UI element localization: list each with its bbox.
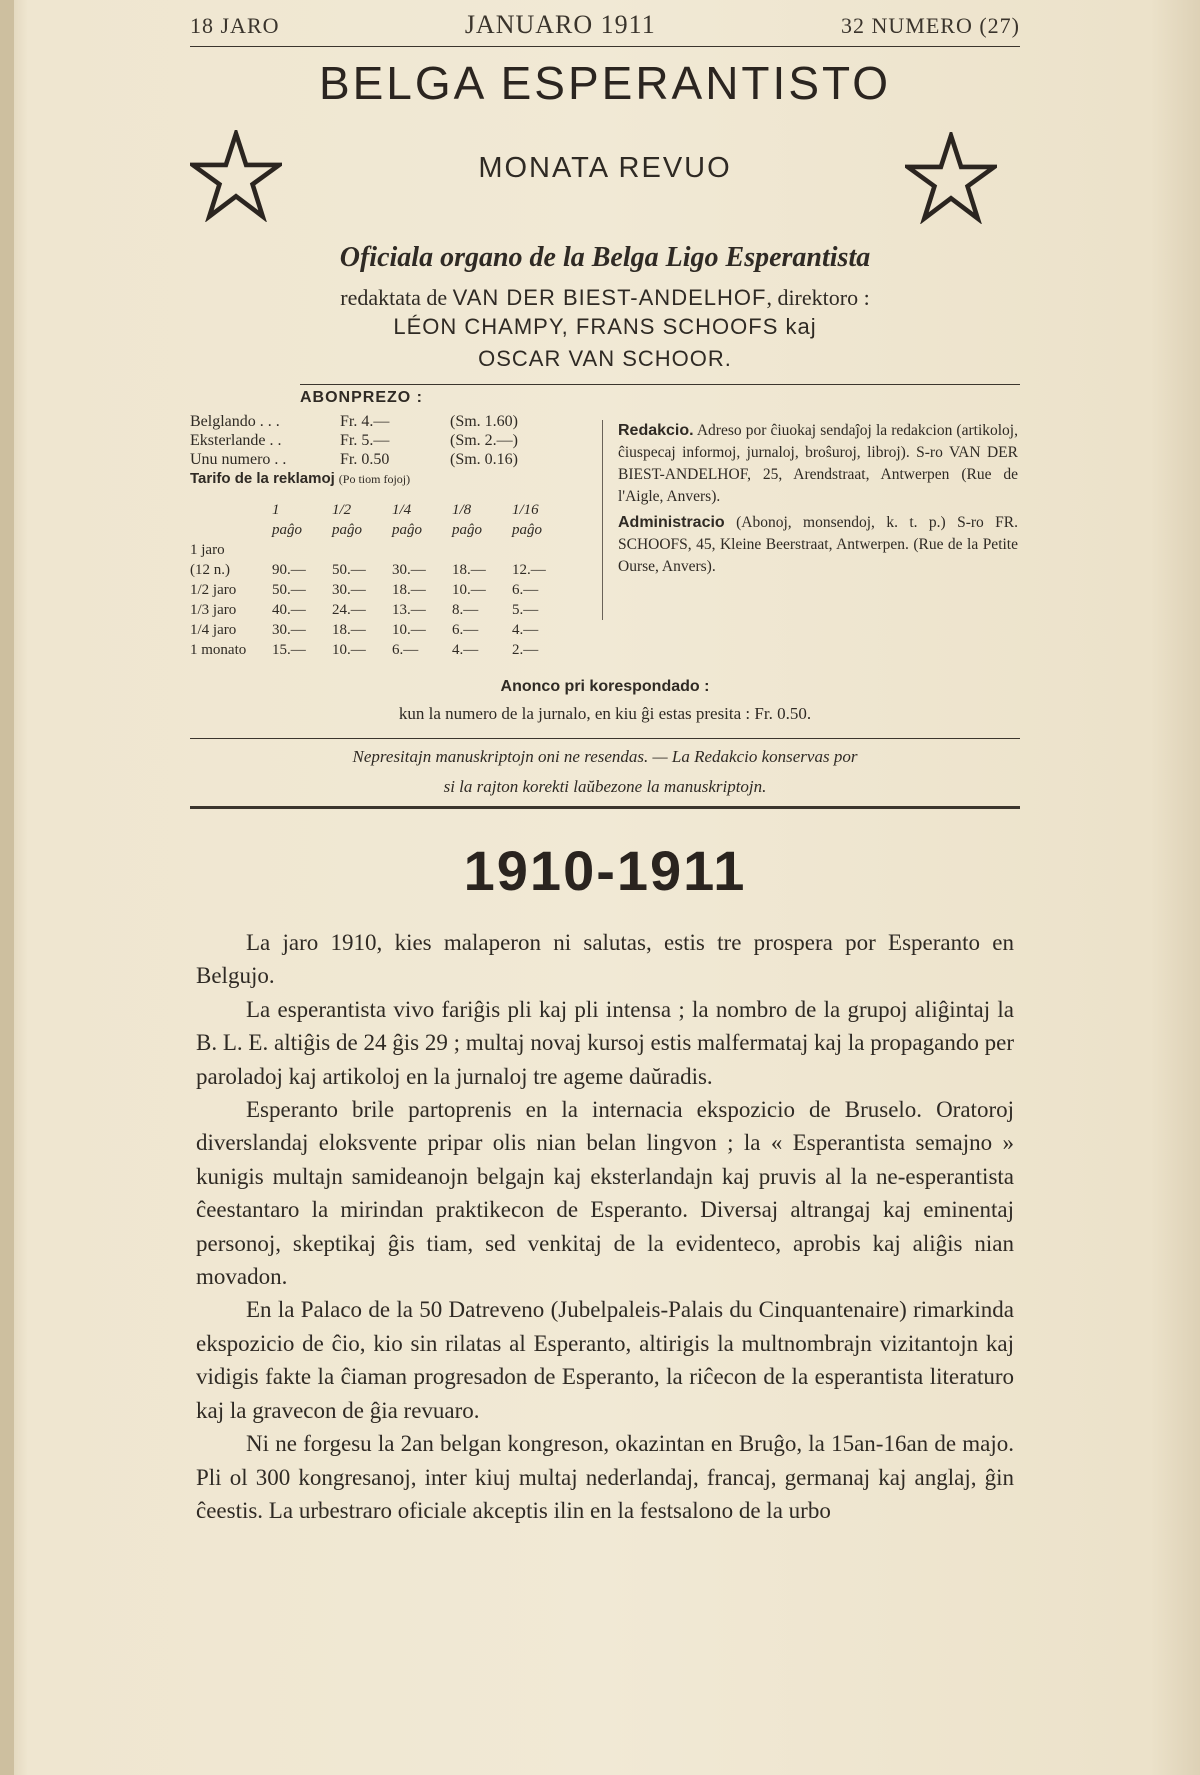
editors-line-2: LÉON CHAMPY, FRANS SCHOOFS kaj: [393, 314, 817, 339]
tariff-row: [190, 560, 590, 580]
tariff-row-label: 1 jaro: [190, 542, 225, 558]
tariff-cell: 15.—: [272, 642, 306, 658]
tariff-cell: [512, 540, 572, 560]
edited-suffix: , direktoro :: [766, 285, 870, 310]
tariff-cell: 6.—: [512, 582, 539, 598]
tariff-cell: 6.—: [452, 622, 479, 638]
tariff-cell: 4.—: [452, 642, 479, 658]
header-year: 18 JARO: [190, 13, 280, 38]
header-rule: [190, 46, 1020, 47]
column-divider: [602, 420, 603, 620]
journal-subtitle: MONATA REVUO: [478, 152, 732, 184]
tariff-heading: [190, 469, 600, 489]
tariff-cell: 40.—: [272, 602, 306, 618]
notice-line-1: Nepresitajn manuskriptojn oni ne resendas. — La Redakcio konservas por: [352, 747, 858, 766]
tariff-row: [190, 620, 590, 640]
tariff-cell: 8.—: [452, 602, 479, 618]
tariff-cell: 10.—: [332, 642, 366, 658]
header-date: JANUARO 1911: [464, 10, 656, 39]
tariff-cell: 10.—: [452, 582, 486, 598]
tariff-row-label: (12 n.): [190, 562, 230, 578]
official-organ: Oficiala organo de la Belga Ligo Esperantista: [339, 242, 871, 273]
edited-by-line: [190, 282, 1020, 314]
tariff-unit: paĝo: [392, 522, 422, 538]
tariff-header: 1/2: [332, 502, 352, 518]
edited-prefix: redaktata de: [340, 285, 448, 310]
price-row: [190, 412, 600, 431]
notice-line-2: si la rajton korekti laŭbezone la manuskriptojn.: [443, 777, 767, 796]
header-number: 32 NUMERO (27): [841, 13, 1020, 38]
price-alt: (Sm. 0.16): [450, 451, 518, 468]
redakcio-block: [618, 420, 1018, 578]
tariff-cell: 30.—: [332, 582, 366, 598]
subscription-prices: [190, 412, 600, 489]
price-value: Fr. 4.—: [340, 413, 390, 430]
article-body: [196, 926, 1014, 1527]
tariff-cell: [272, 540, 332, 560]
price-alt: (Sm. 1.60): [450, 413, 518, 430]
running-header: [190, 10, 1020, 40]
administracio-title: Administracio: [618, 514, 725, 531]
tariff-cell: 18.—: [392, 582, 426, 598]
tariff-table: [190, 500, 590, 660]
editors-line-3: OSCAR VAN SCHOOR.: [478, 346, 732, 371]
price-alt: (Sm. 2.—): [450, 432, 518, 449]
price-row: [190, 431, 600, 450]
tariff-cell: [452, 540, 512, 560]
tariff-unit: paĝo: [512, 522, 542, 538]
tariff-row-label: 1/4 jaro: [190, 622, 237, 638]
tariff-cell: 30.—: [272, 622, 306, 638]
tariff-row: [190, 580, 590, 600]
tariff-row: [190, 640, 590, 660]
tariff-header: 1/16: [512, 502, 539, 518]
price-value: Fr. 5.—: [340, 432, 390, 449]
tariff-unit: paĝo: [452, 522, 482, 538]
tariff-cell: 50.—: [272, 582, 306, 598]
tariff-cell: 50.—: [332, 562, 366, 578]
article-title: 1910-1911: [463, 839, 747, 902]
tariff-unit: paĝo: [332, 522, 362, 538]
tariff-cell: 90.—: [272, 562, 306, 578]
tariff-unit: paĝo: [272, 522, 302, 538]
notice: [190, 742, 1020, 802]
subscription-title: ABONPREZO :: [300, 389, 423, 406]
price-region: Unu numero . .: [190, 451, 287, 468]
tariff-cell: [392, 540, 452, 560]
article-paragraph: Esperanto brile partoprenis en la internacia ekspozicio de Bruselo. Oratoroj diverslandaj eloksvente pripar olis nian belan lingvon ; la « Esperantista semajno » kunigis multajn samideanojn belgajn kaj eksterlandajn kaj pruvis al la ne-esperantista ĉeestantaro la mirindan praktikecon de Esperanto. Diversaj altrangaj kaj eminentaj personoj, skeptikaj ĝis tiam, sed venkitaj de la evidenteco, aprobis kaj aliĝis nian movadon.: [196, 1097, 1014, 1290]
redakcio-text: Adreso por ĉiuokaj sendaĵoj la redakcion (artikoloj, ĉiuspecaj informoj, jurnaloj, broŝuroj, libroj). S-ro VAN DER BIEST-ANDELHOF, 25, Arendstraat, Antwerpen (Rue de l'Aigle, Anvers).: [618, 422, 1018, 505]
redakcio-title: Redakcio.: [618, 422, 694, 439]
tariff-note: (Po tiom fojoj): [338, 472, 411, 486]
section-rule: [300, 384, 1020, 385]
price-value: Fr. 0.50: [340, 451, 390, 468]
tariff-cell: 5.—: [512, 602, 539, 618]
tariff-header: [190, 500, 272, 520]
price-region: Belglando . . .: [190, 413, 280, 430]
editor-name: VAN DER BIEST-ANDELHOF: [452, 285, 767, 310]
tariff-header: 1/8: [452, 502, 472, 518]
tariff-cell: 30.—: [392, 562, 426, 578]
tariff-row-label: 1/3 jaro: [190, 602, 237, 618]
administracio-block: [618, 512, 1018, 578]
tariff-cell: [332, 540, 392, 560]
notice-top-rule: [190, 738, 1020, 739]
administracio-text: (Abonoj, monsendoj, k. t. p.) S-ro FR. SCHOOFS, 45, Kleine Beerstraat, Antwerpen. (Rue de la Petite Ourse, Anvers).: [618, 514, 1019, 575]
tariff-cell: 24.—: [332, 602, 366, 618]
tariff-row-label: 1/2 jaro: [190, 582, 237, 598]
tariff-header: 1: [272, 502, 280, 518]
right-star-icon: [905, 132, 997, 224]
price-row: [190, 450, 600, 469]
notice-bottom-rule: [190, 806, 1020, 809]
article-paragraph: Ni ne forgesu la 2an belgan kongreson, okazintan en Bruĝo, la 15an-16an de majo. Pli ol 300 kongresanoj, inter kiuj multaj nederlandaj, francaj, germanaj kaj anglaj, ĝin ĉeestis. La urbestraro oficiale akceptis ilin en la festsalono de la urbo: [196, 1431, 1014, 1523]
tariff-row-label: 1 monato: [190, 642, 247, 658]
article-paragraph: En la Palaco de la 50 Datreveno (Jubelpaleis-Palais du Cinquantenaire) rimarkinda ekspozicio de ĉio, kio sin rilatas al Esperanto, altirigis la multnombrajn vizitantojn kaj vidigis fakte la ĉiaman progresadon de Esperanto, la riĉecon de la esperantista literaturo kaj la gravecon de ĝia revuaro.: [196, 1297, 1014, 1423]
article-paragraph: La esperantista vivo fariĝis pli kaj pli intensa ; la nombro de la grupoj aliĝintaj la B. L. E. altiĝis de 24 ĝis 29 ; multaj novaj kursoj estis malfermataj kaj la propagando per paroladoj kaj artikoloj en la jurnaloj tre ageme daŭradis.: [196, 996, 1014, 1089]
tariff-cell: 18.—: [452, 562, 486, 578]
tariff-header: 1/4: [392, 502, 412, 518]
tariff-cell: 2.—: [512, 642, 539, 658]
price-region: Eksterlande . .: [190, 432, 282, 449]
tariff-cell: 18.—: [332, 622, 366, 638]
tariff-cell: 13.—: [392, 602, 426, 618]
tariff-cell: 4.—: [512, 622, 539, 638]
anonce-title: Anonco pri korespondado :: [500, 678, 710, 695]
tariff-cell: 12.—: [512, 562, 546, 578]
tariff-row: [190, 540, 590, 560]
tariff-header-row: [190, 500, 590, 520]
tariff-title: Tarifo de la reklamoj: [190, 470, 335, 487]
tariff-cell: 6.—: [392, 642, 419, 658]
article-paragraph: La jaro 1910, kies malaperon ni salutas, estis tre prospera por Esperanto en Belgujo.: [196, 930, 1014, 989]
journal-title: BELGA ESPERANTISTO: [318, 57, 892, 109]
page-spine: [0, 0, 14, 1775]
anonce-text: kun la numero de la jurnalo, en kiu ĝi estas presita : Fr. 0.50.: [398, 704, 812, 723]
tariff-unit-row: [190, 520, 590, 540]
tariff-cell: 10.—: [392, 622, 426, 638]
tariff-row: [190, 600, 590, 620]
